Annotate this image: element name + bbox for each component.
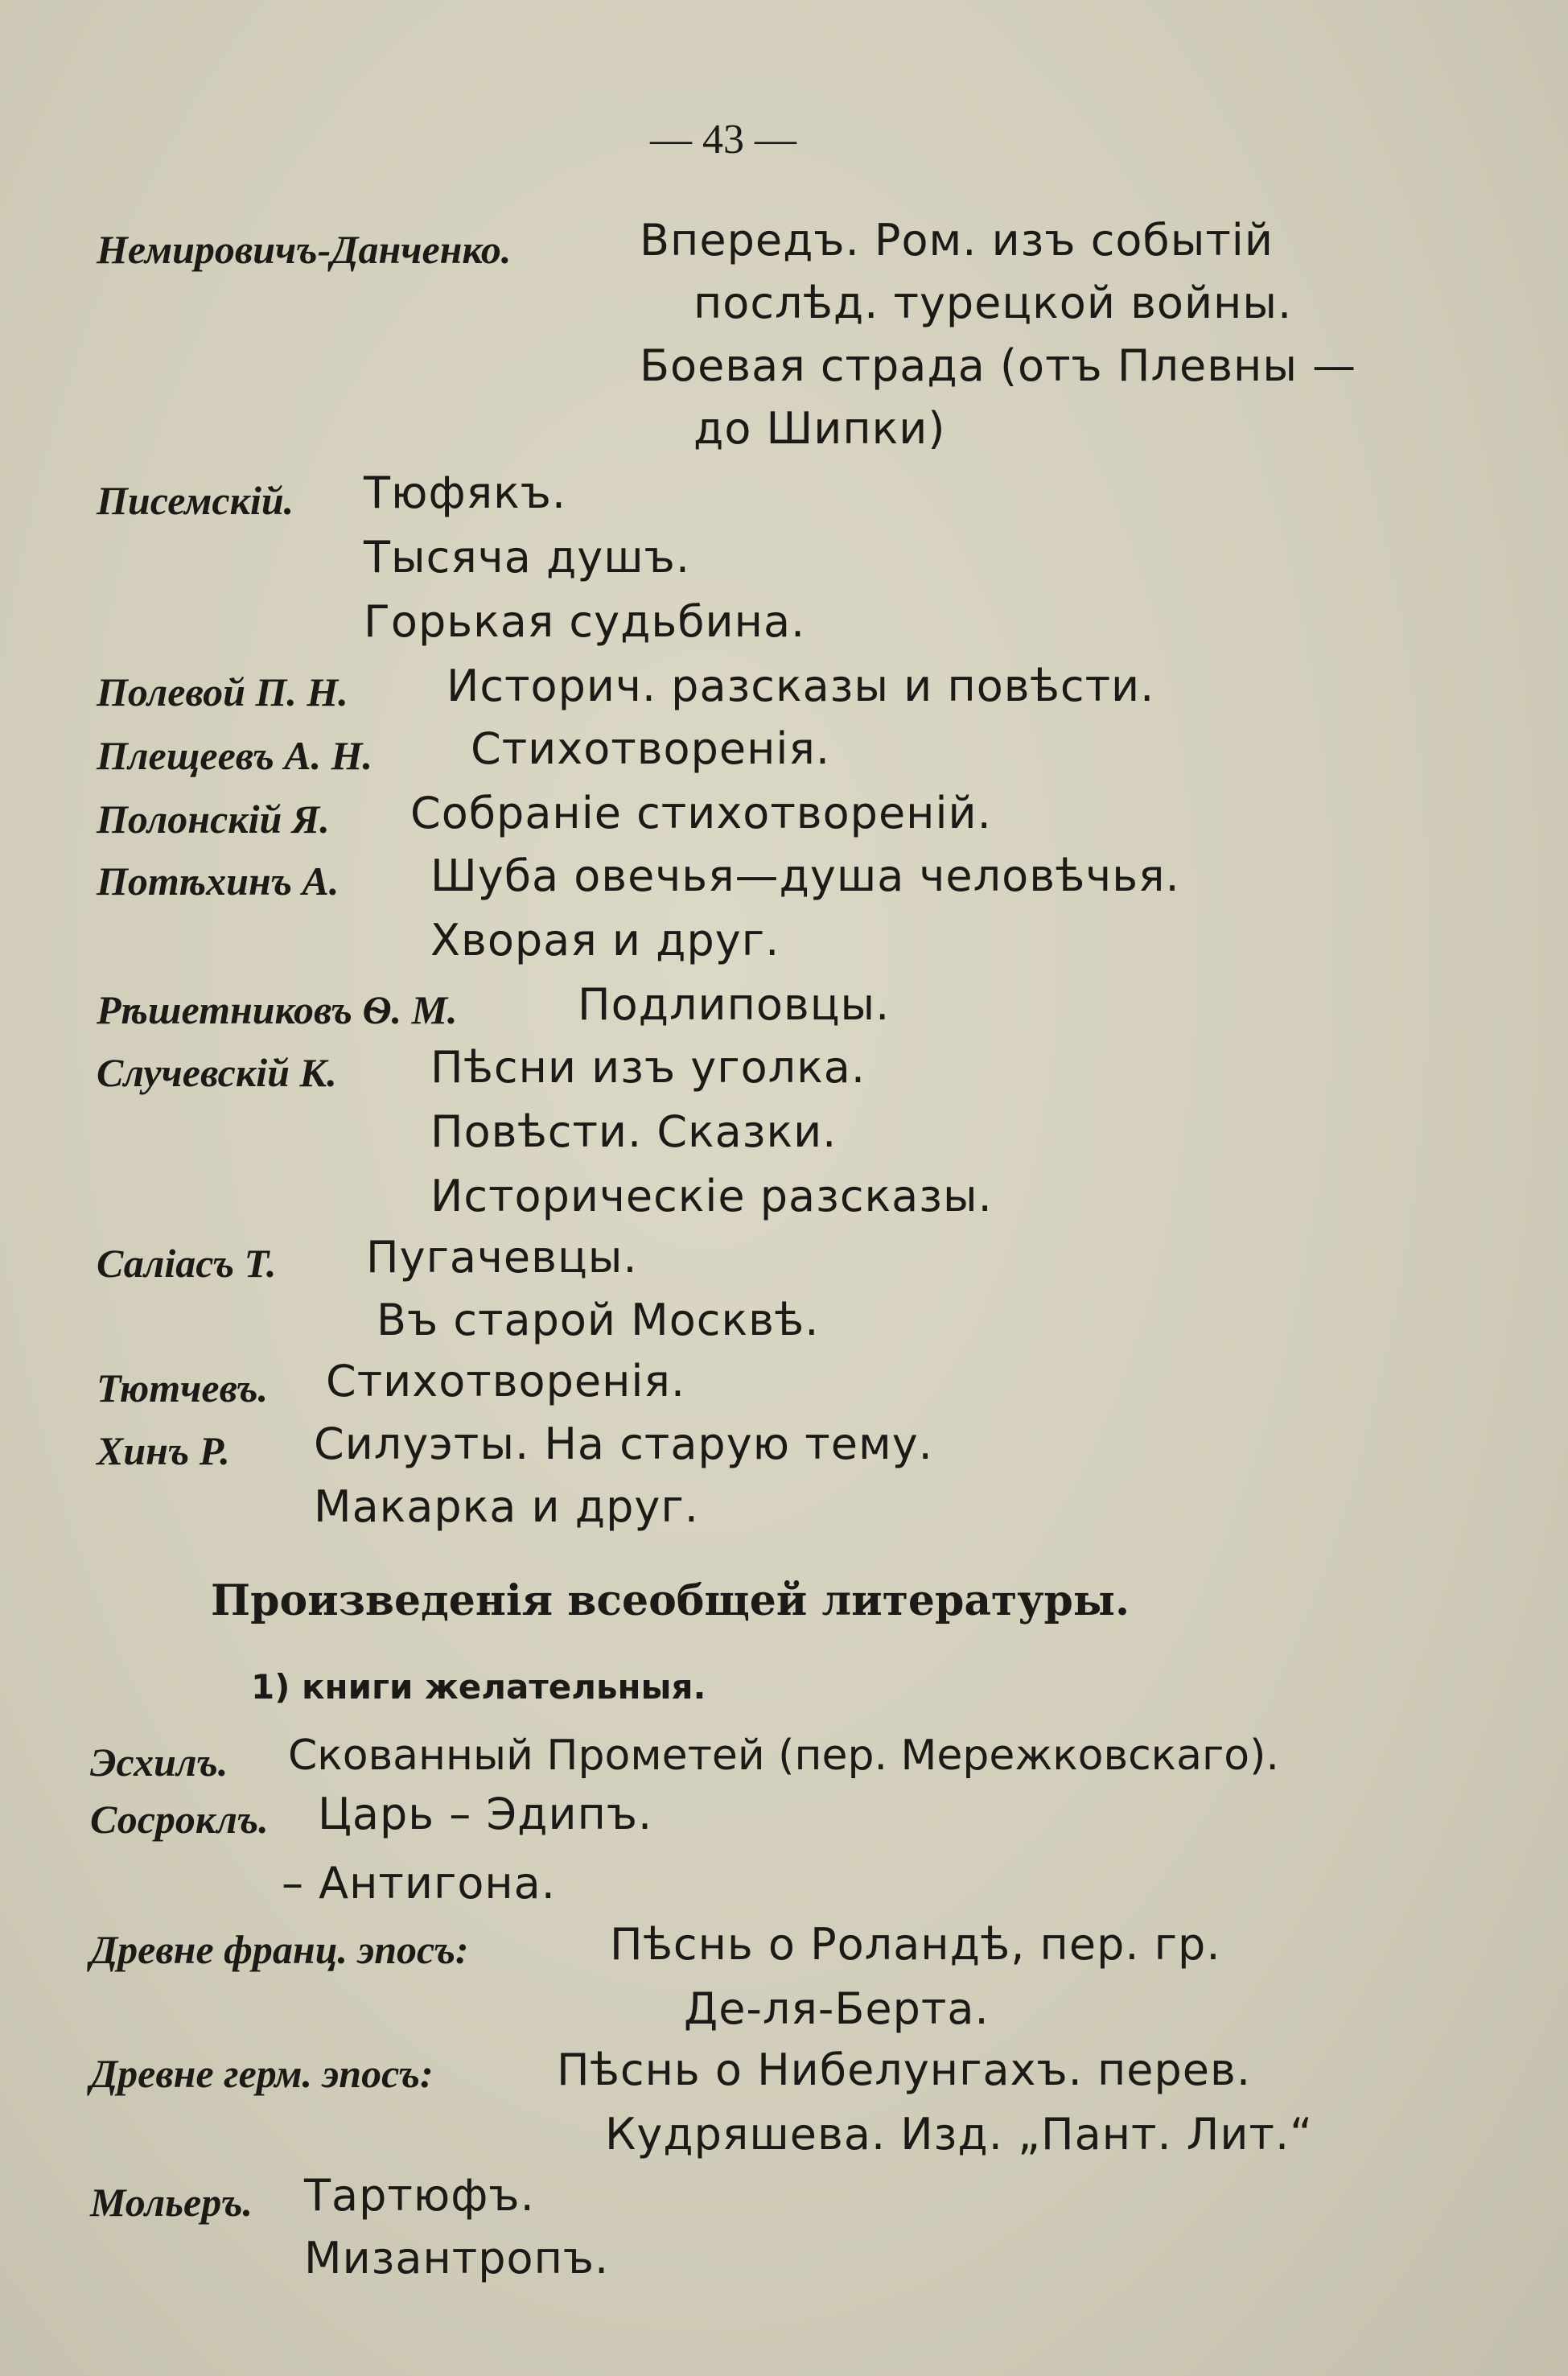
entry-title: – Антигона. — [282, 1858, 556, 1909]
entry-title: Горькая судьбина. — [364, 596, 806, 647]
entry-author: Полонскій Я. — [97, 797, 330, 842]
entry-title: Историческіе разсказы. — [430, 1171, 993, 1221]
entry-title: Пѣснь о Роландѣ, пер. гр. — [610, 1919, 1221, 1970]
entry-author: Немировичъ-Данченко. — [97, 227, 512, 272]
entry-title: Пѣсни изъ уголка. — [430, 1042, 866, 1093]
entry-title: Пѣснь о Нибелунгахъ. перев. — [557, 2045, 1251, 2095]
entry-title: послѣд. турецкой войны. — [693, 278, 1293, 328]
entry-title: Тысяча душъ. — [364, 532, 690, 583]
entry-title: Въ старой Москвѣ. — [377, 1295, 820, 1345]
entry-author: Эсхилъ. — [90, 1740, 228, 1785]
entry-author: Плещеевъ А. Н. — [97, 733, 373, 778]
entry-author: Мольеръ. — [90, 2180, 253, 2225]
entry-author: Полевой П. Н. — [97, 669, 348, 714]
entry-title: Историч. разсказы и повѣсти. — [447, 661, 1155, 711]
entry-author: Саліасъ Т. — [97, 1241, 277, 1286]
entry-author: Рѣшетниковъ Ѳ. М. — [97, 987, 458, 1032]
entry-title: Пугачевцы. — [366, 1232, 638, 1283]
entry-title: Шуба овечья—душа человѣчья. — [430, 850, 1180, 901]
entry-title: Тартюфъ. — [304, 2170, 535, 2221]
entry-author: Писемскій. — [97, 478, 294, 523]
entry-title: до Шипки) — [693, 403, 946, 454]
entry-title: Скованный Прометей (пер. Мережковскаго). — [288, 1732, 1279, 1780]
entry-title: Подлиповцы. — [578, 979, 891, 1030]
entry-title: Стихотворенія. — [326, 1356, 686, 1406]
entry-title: Силуэты. На старую тему. — [314, 1419, 933, 1469]
entry-title: Повѣсти. Сказки. — [430, 1106, 838, 1157]
section-heading: Произведенія всеобщей литературы. — [211, 1576, 1130, 1625]
entry-title: Тюфякъ. — [364, 467, 567, 518]
entry-author: Древне герм. эпосъ: — [90, 2051, 434, 2096]
entry-author: Тютчевъ. — [97, 1365, 269, 1410]
entry-title: Собраніе стихотвореній. — [410, 788, 992, 838]
entry-author: Потѣхинъ А. — [97, 859, 340, 904]
entry-author: Древне франц. эпосъ: — [90, 1927, 469, 1972]
entry-title: Боевая страда (отъ Плевны — — [640, 340, 1357, 391]
entry-title: Де-ля-Берта. — [684, 1983, 990, 2034]
page-number: — 43 — — [650, 117, 796, 163]
entry-title: Хворая и друг. — [430, 915, 780, 966]
subsection-heading: 1) книги желательныя. — [251, 1667, 706, 1707]
entry-title: Кудряшева. Изд. „Пант. Лит.“ — [605, 2109, 1314, 2160]
entry-author: Сосроклъ. — [90, 1797, 269, 1842]
entry-title: Царь – Эдипъ. — [318, 1789, 653, 1839]
entry-author: Случевскій К. — [97, 1050, 337, 1095]
entry-author: Хинъ Р. — [97, 1428, 230, 1473]
entry-title: Макарка и друг. — [314, 1481, 699, 1532]
entry-title: Впередъ. Ром. изъ событій — [640, 215, 1274, 266]
entry-title: Стихотворенія. — [471, 723, 831, 774]
entry-title: Мизантропъ. — [304, 2233, 610, 2283]
